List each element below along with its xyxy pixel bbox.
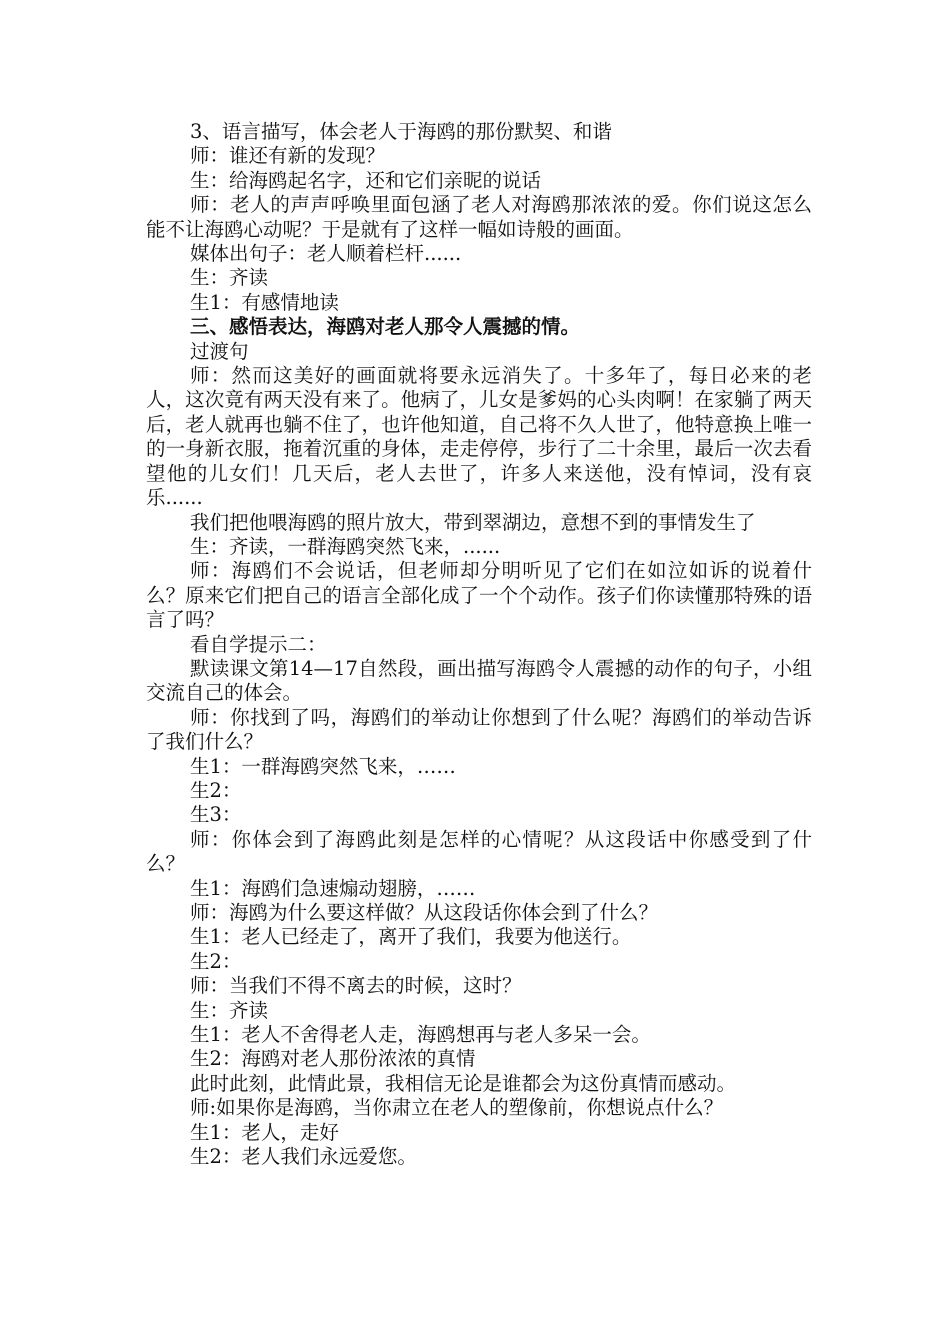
- paragraph: 生1：一群海鸥突然飞来，……: [190, 754, 456, 778]
- paragraph: 过渡句: [190, 339, 249, 363]
- paragraph: 生3：: [190, 803, 242, 827]
- paragraph: 默读课文第14—17自然段，画出描写海鸥令人震撼的动作的句子，小组交流自己的体会。: [146, 656, 812, 705]
- document-page: [146, 120, 812, 1169]
- paragraph: 看自学提示二：: [190, 632, 327, 656]
- paragraph: 生：齐读: [190, 266, 269, 290]
- paragraph: 师：老人的声声呼唤里面包涵了老人对海鸥那浓浓的爱。你们说这怎么能不让海鸥心动呢？于是就有了这样一幅如诗般的画面。: [146, 193, 812, 241]
- paragraph: 生：齐读: [190, 998, 269, 1022]
- paragraph: 师：你找到了吗，海鸥们的举动让你想到了什么呢？海鸥们的举动告诉了我们什么？: [146, 705, 812, 754]
- paragraph: 生1：老人不舍得老人走，海鸥想再与老人多呆一会。: [190, 1023, 651, 1047]
- paragraph: 师:如果你是海鸥，当你肃立在老人的塑像前，你想说点什么？: [190, 1096, 724, 1120]
- paragraph: 师：谁还有新的发现？: [190, 144, 386, 168]
- paragraph: 生2：老人我们永远爱您。: [190, 1145, 417, 1169]
- paragraph: 师：你体会到了海鸥此刻是怎样的心情呢？从这段话中你感受到了什么？: [146, 827, 812, 876]
- paragraph: 此时此刻，此情此景，我相信无论是谁都会为这份真情而感动。: [190, 1071, 737, 1095]
- paragraph: 生：齐读，一群海鸥突然飞来，......: [190, 534, 501, 558]
- paragraph: 生：给海鸥起名字，还和它们亲昵的说话: [190, 168, 542, 192]
- paragraph: 师：然而这美好的画面就将要永远消失了。十多年了，每日必来的老人，这次竟有两天没有来了。他病了，儿女是爹妈的心头肉啊！在家躺了两天后，老人就再也躺不住了，也许他知道，自己将不久人世了，他特意换上唯一的一身新衣服，拖着沉重的身体，走走停停，步行了二十余里，最后一次去看望他的儿女们！几天后，老人去世了，许多人来送他，没有悼词，没有哀乐......: [146, 364, 812, 510]
- paragraph-heading-3: 3、语言描写，体会老人于海鸥的那份默契、和谐: [190, 120, 612, 143]
- paragraph: 师：当我们不得不离去的时候，这时？: [190, 974, 522, 998]
- paragraph: 师：海鸥们不会说话，但老师却分明听见了它们在如泣如诉的说着什么？原来它们把自己的语言全部化成了一个个动作。孩子们你读懂那特殊的语言了吗？: [146, 559, 812, 632]
- paragraph: 生1：老人已经走了，离开了我们，我要为他送行。: [190, 925, 632, 949]
- paragraph: 生1：有感情地读: [190, 290, 339, 314]
- section-heading-3: 三、感悟表达，海鸥对老人那令人震撼的情。: [190, 315, 581, 339]
- paragraph: 师：海鸥为什么要这样做？从这段话你体会到了什么？: [190, 901, 659, 924]
- paragraph: 生2：: [190, 778, 242, 802]
- paragraph: 生2：海鸥对老人那份浓浓的真情: [190, 1047, 476, 1071]
- paragraph: 生1：海鸥们急速煽动翅膀，……: [190, 876, 476, 900]
- paragraph: 生1：老人，走好: [190, 1120, 339, 1144]
- paragraph: 生2：: [190, 949, 242, 973]
- paragraph: 媒体出句子：老人顺着栏杆......: [190, 242, 462, 266]
- paragraph: 我们把他喂海鸥的照片放大，带到翠湖边，意想不到的事情发生了: [190, 510, 756, 534]
